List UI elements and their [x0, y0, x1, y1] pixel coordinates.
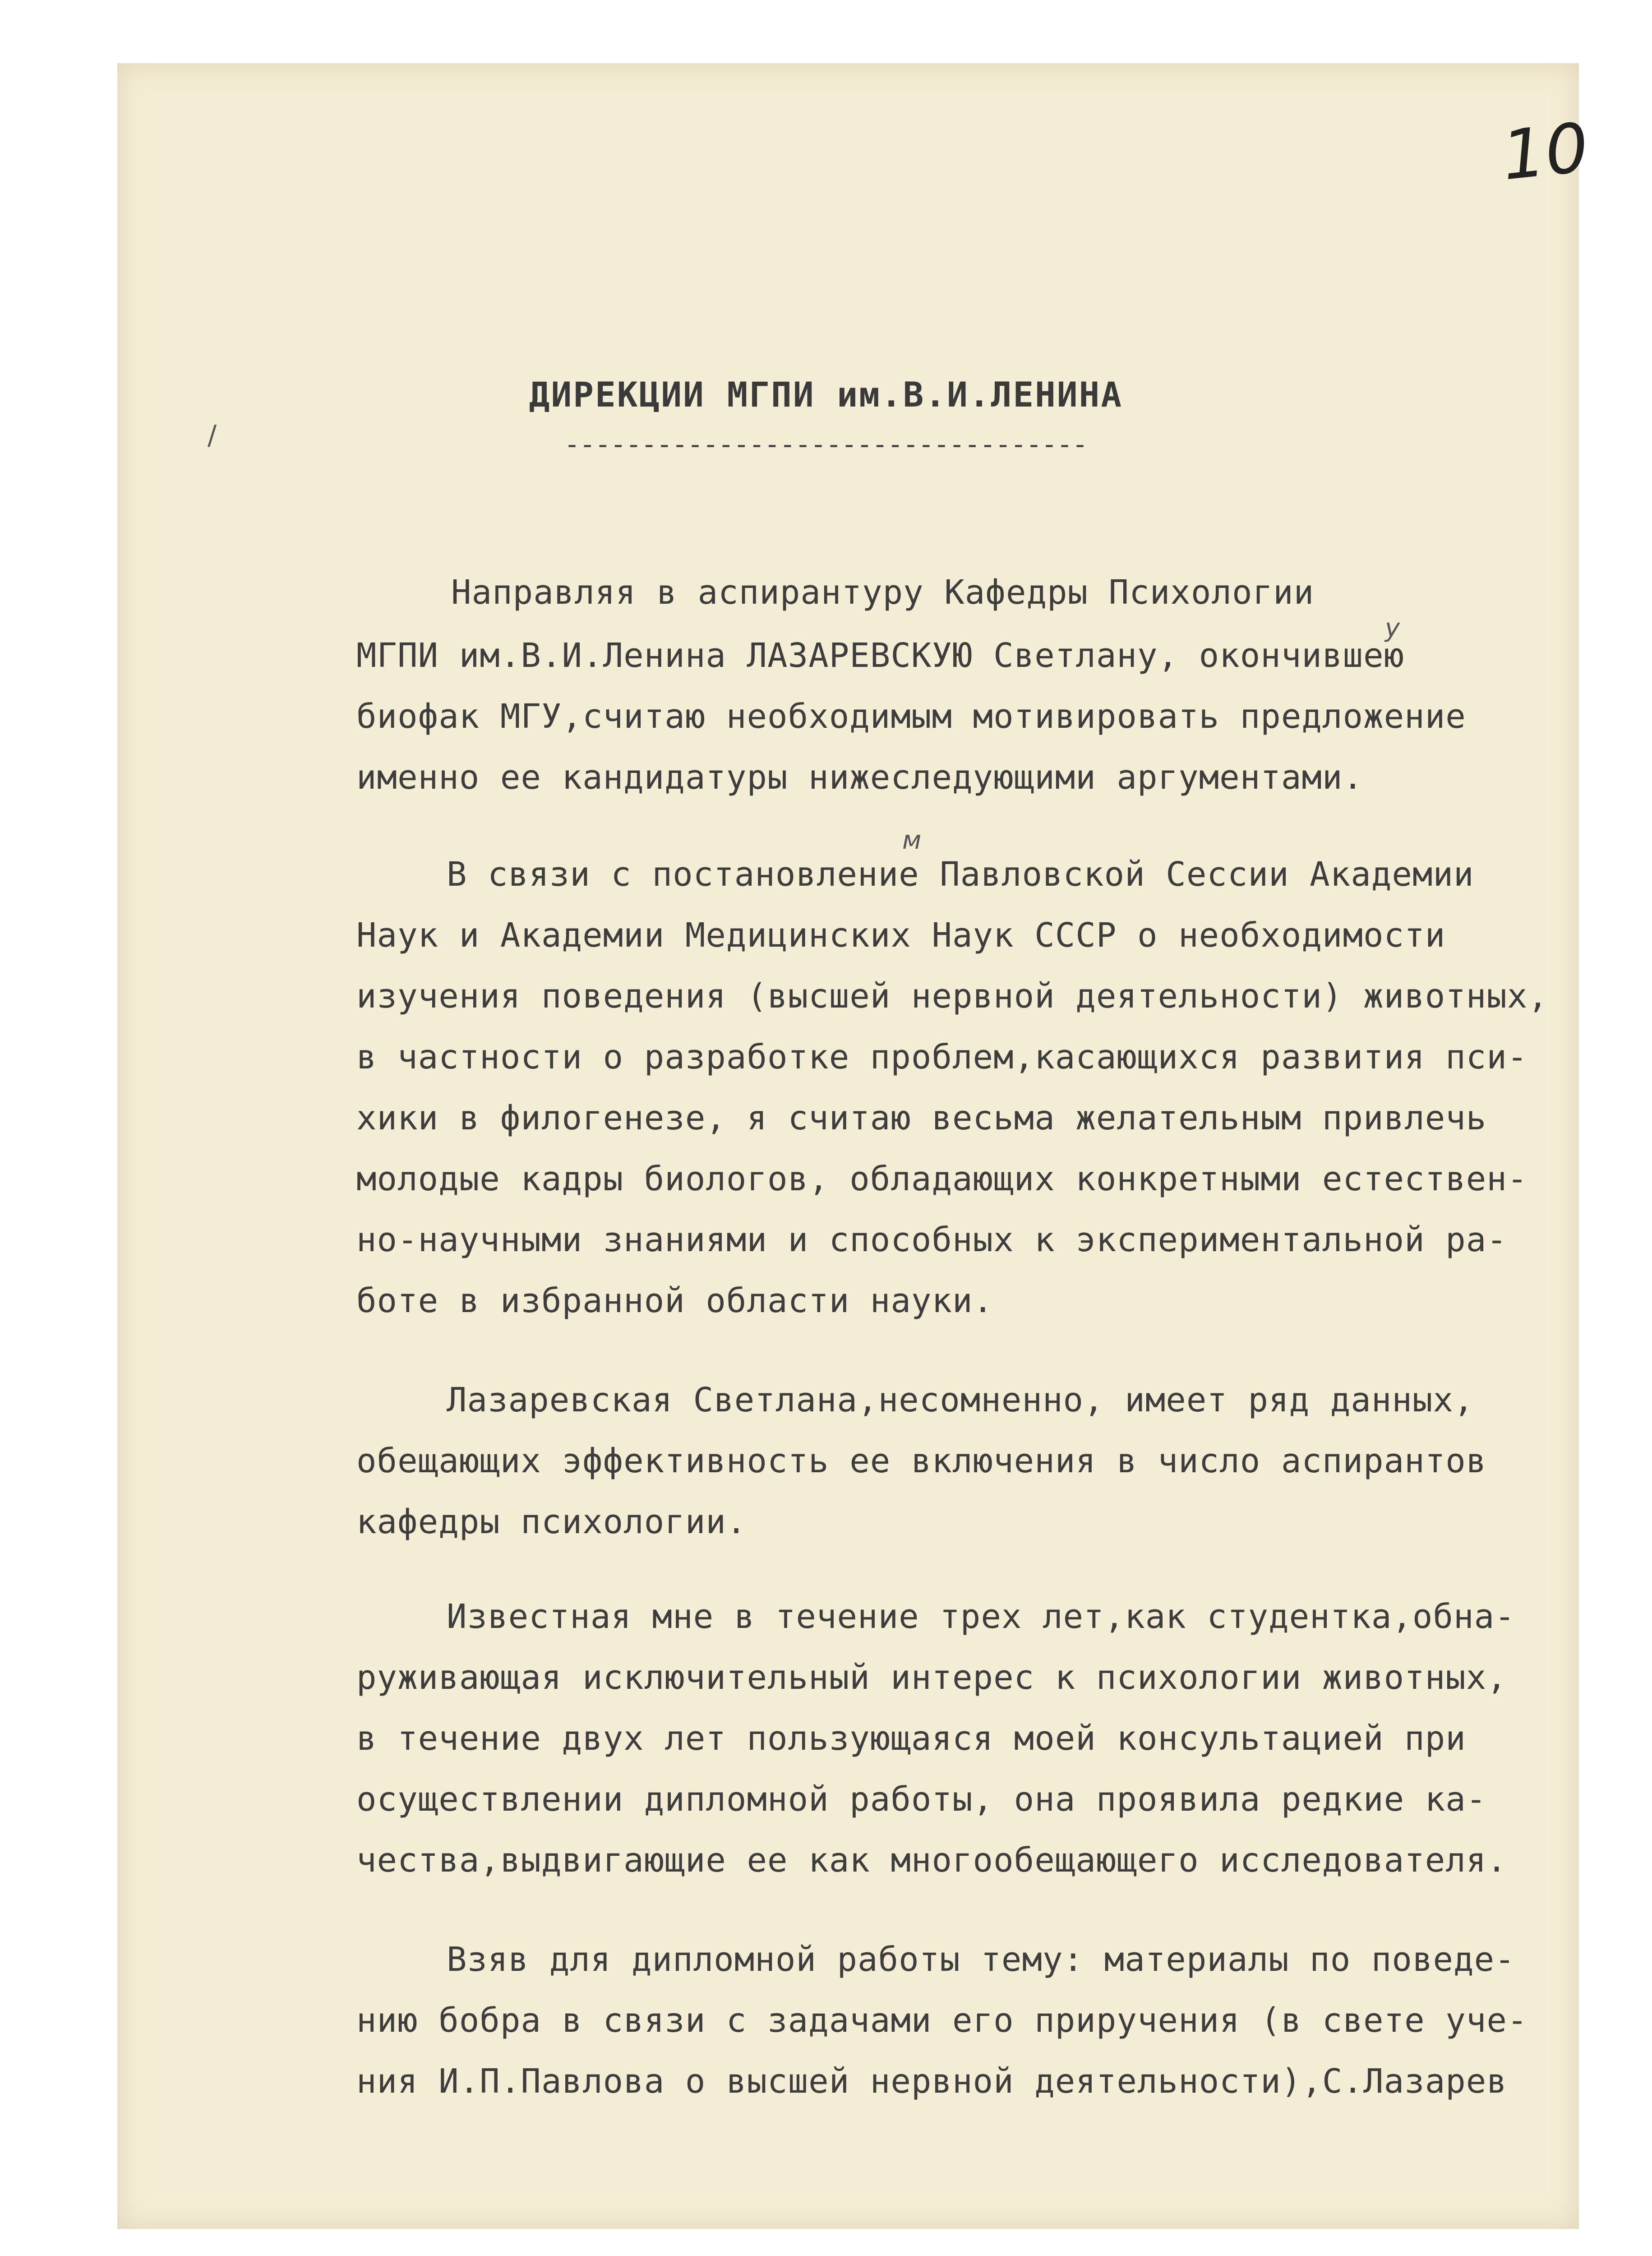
text-line: Взяв для дипломной работы тему: материалы по поведе- [447, 1940, 1515, 1979]
text-line: хики в филогенезе, я считаю весьма желательным привлечь [356, 1099, 1487, 1137]
handwritten-correction-m: м [902, 826, 922, 855]
text-line: Направляя в аспирантуру Кафедры Психологии [451, 573, 1315, 612]
handwritten-correction-u: у [1385, 614, 1400, 643]
title-underline: ---------------------------------- [564, 429, 1088, 460]
text-line: МГПИ им.В.И.Ленина ЛАЗАРЕВСКУЮ Светлану, окончившею [356, 636, 1405, 675]
page-number: 10 [1498, 108, 1592, 196]
text-line: боте в избранной области науки. [356, 1281, 994, 1320]
text-line: В связи с постановление Павловской Сессии Академии [447, 855, 1474, 894]
text-line: нию бобра в связи с задачами его приручения (в свете уче- [356, 2001, 1528, 2040]
text-line: именно ее кандидатуры нижеследующими аргументами. [356, 758, 1364, 797]
text-line: руживающая исключительный интерес к психологии животных, [356, 1658, 1507, 1697]
text-line: чества,выдвигающие ее как многообещающего исследователя. [356, 1841, 1507, 1880]
text-line: Наук и Академии Медицинских Наук СССР о необходимости [356, 916, 1446, 955]
text-line: ния И.П.Павлова о высшей нервной деятельности),С.Лазарев [356, 2062, 1507, 2101]
text-line: изучения поведения (высшей нервной деятельности) животных, [356, 977, 1549, 1016]
margin-tick-mark: / [208, 420, 217, 451]
text-line: обещающих эффективность ее включения в число аспирантов [356, 1442, 1487, 1480]
text-line: Лазаревская Светлана,несомненно, имеет ряд данных, [447, 1381, 1474, 1419]
text-line: Известная мне в течение трех лет,как студентка,обна- [447, 1597, 1515, 1636]
document-title: ДИРЕКЦИИ МГПИ им.В.И.ЛЕНИНА [529, 374, 1123, 415]
text-line: молодые кадры биологов, обладающих конкретными естествен- [356, 1160, 1528, 1198]
text-line: но-научными знаниями и способных к экспериментальной ра- [356, 1220, 1507, 1259]
text-line: биофак МГУ,считаю необходимым мотивировать предложение [356, 697, 1466, 736]
text-line: кафедры психологии. [356, 1502, 747, 1541]
text-line: осуществлении дипломной работы, она проявила редкие ка- [356, 1780, 1487, 1819]
text-line: в частности о разработке проблем,касающихся развития пси- [356, 1038, 1528, 1077]
text-line: в течение двух лет пользующаяся моей консультацией при [356, 1719, 1466, 1758]
